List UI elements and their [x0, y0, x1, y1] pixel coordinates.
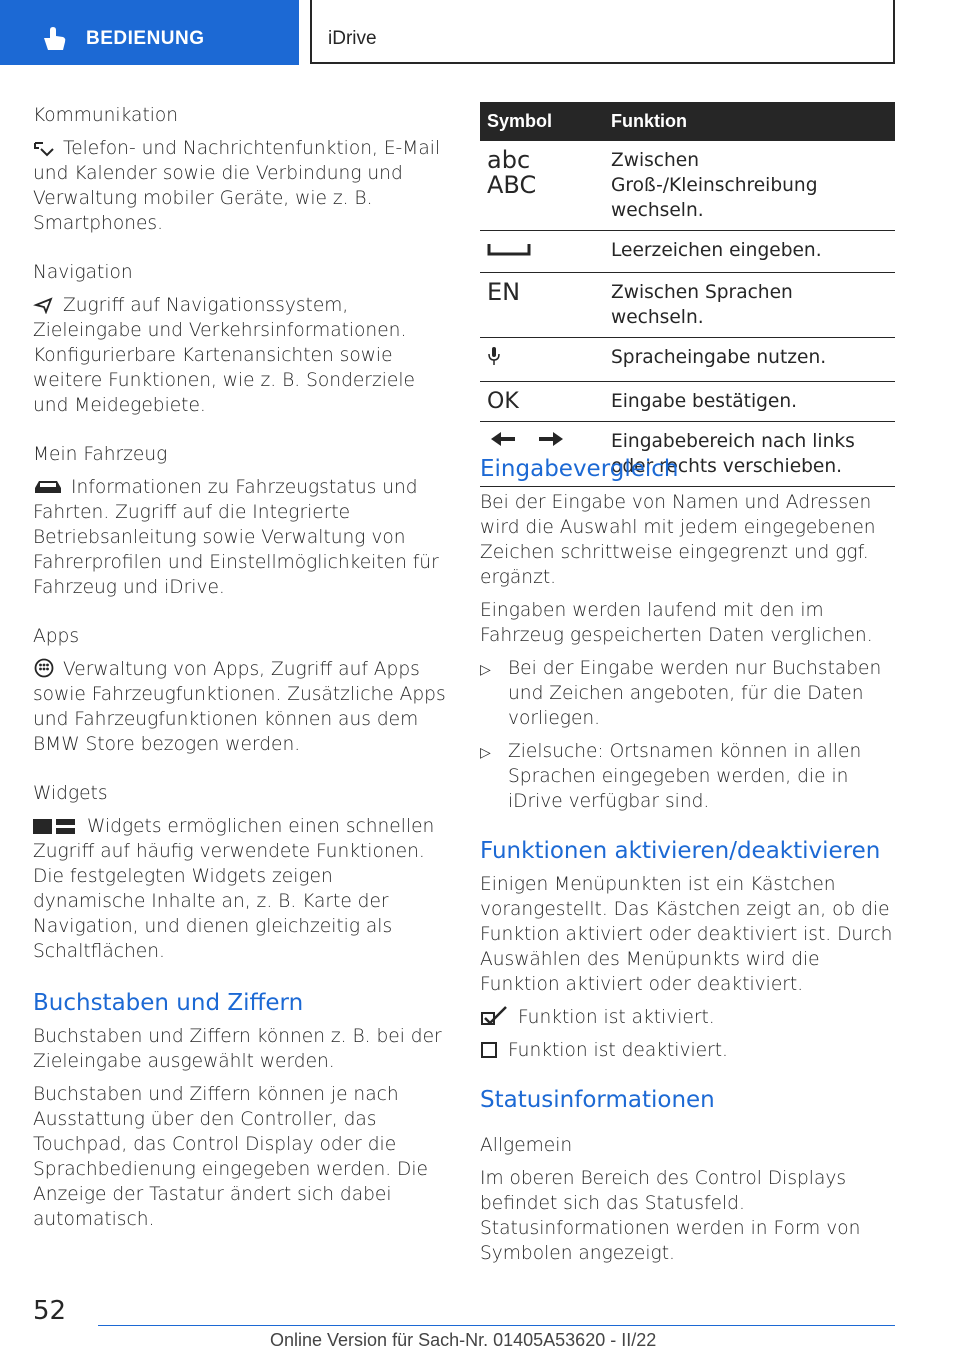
heading-buchstaben: Buchstaben und Ziffern	[33, 990, 304, 1016]
section-label: BEDIENUNG	[86, 28, 205, 49]
footer-rule	[98, 1325, 895, 1326]
paragraph: Eingaben werden laufend mit den im Fahrzeug gespeicherten Daten verglichen.	[480, 600, 873, 646]
paragraph: Bei der Eingabe von Namen und Adressen wird die Auswahl mit jedem eingegebenen Zeichen schrittweise eingegrenzt und ggf. ergänzt.	[480, 492, 876, 588]
function-cell: Eingabe bestätigen.	[604, 382, 895, 422]
microphone-icon	[487, 345, 501, 367]
phone-message-icon	[33, 139, 55, 157]
bullet-triangle-icon: ▷	[480, 662, 491, 678]
table-row	[480, 141, 895, 231]
function-cell: Zwischen Sprachen wechseln.	[604, 273, 895, 338]
section-tab	[0, 0, 299, 65]
chapter-title: iDrive	[328, 28, 377, 49]
section-fahrzeug	[33, 442, 451, 600]
function-cell: Leerzeichen eingeben.	[604, 231, 895, 273]
page-number: 52	[33, 1296, 67, 1326]
hand-pointer-icon	[40, 26, 68, 52]
heading-status: Statusinformationen	[480, 1087, 715, 1113]
apps-text: Verwaltung von Apps, Zugriff auf Apps sowie Fahrzeugfunktionen. Zusätzliche Apps und Fahrzeugfunktionen können aus dem BMW Store bezogen werden.	[33, 659, 446, 755]
table-row	[480, 382, 895, 422]
checkbox-empty-icon	[480, 1039, 500, 1059]
heading-eingabevergleich: Eingabevergleich	[480, 456, 679, 482]
subheading: Widgets	[33, 783, 108, 804]
section-widgets	[33, 781, 451, 964]
paragraph: Buchstaben und Ziffern können z. B. bei der Zieleingabe ausgewählt werden.	[33, 1026, 442, 1072]
active-text: Funktion ist aktiviert.	[518, 1007, 715, 1028]
section-kommunikation	[33, 103, 451, 236]
bullet-triangle-icon: ▷	[480, 745, 491, 761]
table-header	[480, 102, 895, 141]
subheading: Allgemein	[480, 1135, 573, 1156]
subheading: Navigation	[33, 262, 133, 283]
chapter-title-box	[310, 0, 895, 64]
paragraph: Buchstaben und Ziffern können je nach Ausstattung über den Controller, das Touchpad, das Control Display oder die Sprachbedienung eingegeben werden. Die Anzeige der Tastatur ändert sich dabei automatisch.	[33, 1084, 428, 1230]
inactive-text: Funktion ist deaktiviert.	[508, 1040, 728, 1061]
fahrzeug-text: Informationen zu Fahrzeugstatus und Fahrten. Zugriff auf die Integrierte Betriebsanleitung sowie Verwaltung von Fahrerprofilen und Einstellmöglichkeiten für Fahrzeug und iDrive.	[33, 477, 439, 598]
checkbox-checked-icon	[480, 1006, 510, 1026]
table-row	[480, 338, 895, 382]
column-header-symbol: Symbol	[480, 102, 604, 141]
column-header-function: Funktion	[604, 102, 895, 141]
function-cell: Zwischen Groß-/Kleinschreibung wechseln.	[604, 141, 895, 231]
widgets-icon	[33, 817, 79, 835]
table-row	[480, 231, 895, 273]
right-column	[480, 432, 898, 1274]
list-item: ▷ Bei der Eingabe werden nur Buchstaben und Zeichen angeboten, für die Daten vorliegen.	[480, 658, 882, 729]
symbol-language: EN	[480, 273, 604, 338]
subheading: Kommunikation	[33, 105, 179, 126]
symbol-case: abc ABC	[480, 141, 604, 231]
car-icon	[33, 478, 63, 496]
kommunikation-text: Telefon- und Nachrichtenfunktion, E-Mail und Kalender sowie die Verbindung und Verwaltung mobiler Geräte, wie z. B. Smartphones.	[33, 138, 441, 234]
symbol-ok: OK	[480, 382, 604, 422]
space-bar-icon	[487, 238, 531, 258]
paragraph: Einigen Menüpunkten ist ein Kästchen vorangestellt. Das Kästchen zeigt an, ob die Funktion aktiviert oder deaktiviert ist. Durch Auswählen des Menüpunkts wird die Funktion aktiviert oder deaktiviert.	[480, 874, 893, 995]
navigation-text: Zugriff auf Navigationssystem, Zieleingabe und Verkehrsinformationen. Konfigurierbare Kartenansichten sowie weitere Funktionen, wie z. B. Sonderziele und Meidegebiete.	[33, 295, 415, 416]
subheading: Apps	[33, 626, 80, 647]
section-navigation	[33, 260, 451, 418]
apps-icon	[33, 658, 55, 678]
heading-funktionen: Funktionen aktivieren/deaktivieren	[480, 838, 881, 864]
section-apps	[33, 624, 451, 757]
function-cell: Spracheingabe nutzen.	[604, 338, 895, 382]
function-cell: Eingabebereich nach links oder rechts verschieben.	[604, 422, 895, 487]
paragraph: Im oberen Bereich des Control Displays befindet sich das Statusfeld. Statusinformationen werden in Form von Symbolen angezeigt.	[480, 1168, 861, 1264]
symbol-table	[480, 102, 895, 487]
subheading: Mein Fahrzeug	[33, 444, 168, 465]
widgets-text: Widgets ermöglichen einen schnellen Zugriff auf häufig verwendete Funktionen. Die festgelegten Widgets zeigen dynamische Inhalte an, z. B. Karte der Navigation, und dienen gleichzeitig als Schaltflächen.	[33, 816, 435, 962]
navigation-arrow-icon	[33, 296, 55, 314]
footer-text: Online Version für Sach-Nr. 01405A53620 - II/22	[270, 1330, 657, 1350]
table-row	[480, 273, 895, 338]
left-column	[33, 103, 451, 1240]
list-item: ▷ Zielsuche: Ortsnamen können in allen Sprachen eingegeben werden, die in iDrive verfügbar sind.	[480, 741, 862, 812]
